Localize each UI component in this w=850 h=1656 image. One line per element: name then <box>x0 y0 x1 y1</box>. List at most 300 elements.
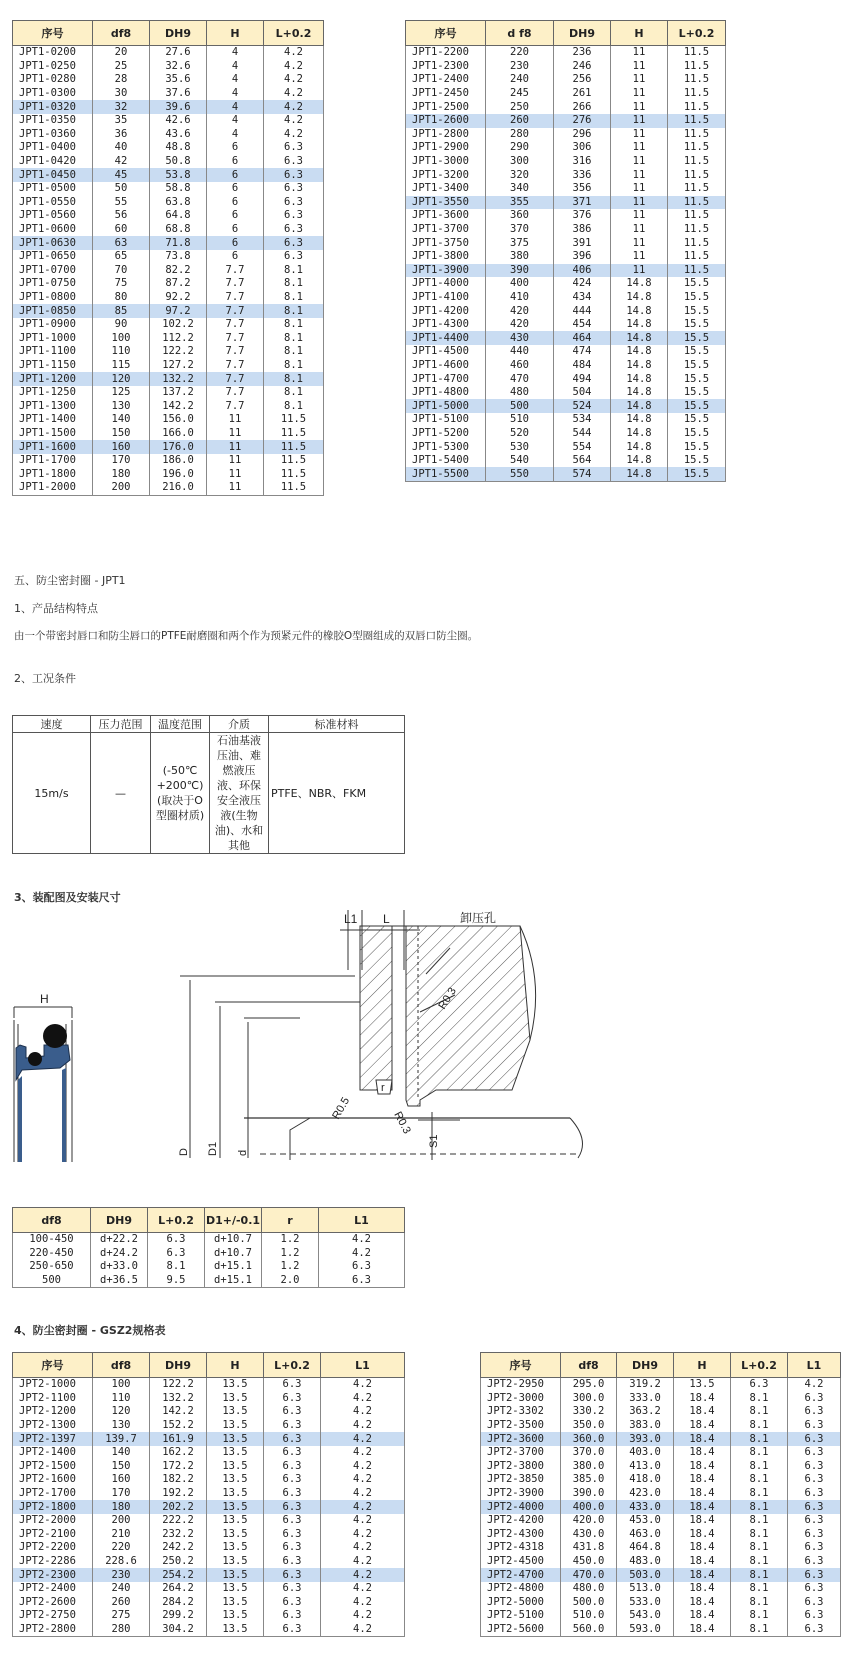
table-cell: JPT1-1200 <box>13 372 93 386</box>
table-cell: JPT1-0360 <box>13 128 93 142</box>
table-cell: 6 <box>207 209 264 223</box>
column-header: d f8 <box>486 21 554 46</box>
table-cell: 386 <box>554 223 611 237</box>
table-cell: 176.0 <box>150 440 207 454</box>
table-cell: 130 <box>93 399 150 413</box>
table-cell: 6.3 <box>319 1274 405 1288</box>
table-cell: 4.2 <box>321 1446 405 1460</box>
table-row <box>13 264 324 278</box>
table-cell: 58.8 <box>150 182 207 196</box>
spec-table-jpt2-small <box>12 1352 405 1637</box>
table-cell: JPT2-4700 <box>481 1568 561 1582</box>
table-cell: 122.2 <box>150 345 207 359</box>
table-cell: JPT2-1800 <box>13 1500 93 1514</box>
table-row <box>406 182 726 196</box>
table-cell: 180 <box>93 1500 150 1514</box>
table-cell: 510.0 <box>561 1609 617 1623</box>
table-row <box>13 236 324 250</box>
table-cell: 430.0 <box>561 1528 617 1542</box>
table-cell: JPT2-1100 <box>13 1392 93 1406</box>
table-cell: 196.0 <box>150 467 207 481</box>
table-cell: 371 <box>554 196 611 210</box>
table-cell: 11.5 <box>264 440 324 454</box>
table-cell: JPT2-1400 <box>13 1446 93 1460</box>
table-cell: 6.3 <box>788 1528 841 1542</box>
table-cell: JPT1-1700 <box>13 454 93 468</box>
table-row <box>13 87 324 101</box>
table-row <box>13 331 324 345</box>
table-cell: 464 <box>554 331 611 345</box>
table-row <box>406 277 726 291</box>
table-cell: 14.8 <box>611 372 668 386</box>
table-cell: 6.3 <box>264 250 324 264</box>
header-temperature: 温度范围 <box>151 716 210 733</box>
table-row <box>13 1596 405 1610</box>
header-pressure: 压力范围 <box>91 716 151 733</box>
table-cell: 7.7 <box>207 291 264 305</box>
table-cell: 2.0 <box>262 1274 319 1288</box>
table-cell: 35 <box>93 114 150 128</box>
label-r: r <box>381 1082 385 1094</box>
table-cell: 355 <box>486 196 554 210</box>
table-cell: 13.5 <box>207 1432 264 1446</box>
table-cell: 430 <box>486 331 554 345</box>
table-row <box>13 386 324 400</box>
table-cell: 6 <box>207 236 264 250</box>
table-cell: 30 <box>93 87 150 101</box>
table-cell: d+36.5 <box>91 1274 148 1288</box>
spec-table-jpt2-large <box>480 1352 841 1637</box>
table-cell: 45 <box>93 168 150 182</box>
table-cell: 11.5 <box>668 128 726 142</box>
table-cell: 4.2 <box>264 87 324 101</box>
table-row <box>13 1555 405 1569</box>
table-cell: 14.8 <box>611 345 668 359</box>
table-cell: 13.5 <box>207 1473 264 1487</box>
table-cell: 250 <box>486 100 554 114</box>
table-cell: 460 <box>486 359 554 373</box>
table-cell: JPT1-0700 <box>13 264 93 278</box>
table-cell: 403.0 <box>617 1446 674 1460</box>
table-cell: JPT1-0300 <box>13 87 93 101</box>
table-cell: 222.2 <box>150 1514 207 1528</box>
table-cell: JPT2-3500 <box>481 1419 561 1433</box>
table-cell: 28 <box>93 73 150 87</box>
table-cell: 6 <box>207 223 264 237</box>
table-row <box>481 1392 841 1406</box>
table-cell: 6.3 <box>788 1609 841 1623</box>
table-cell: 13.5 <box>207 1596 264 1610</box>
table-row <box>13 1528 405 1542</box>
table-cell: 112.2 <box>150 331 207 345</box>
table-row <box>13 223 324 237</box>
table-cell: 250-650 <box>13 1260 91 1274</box>
table-row <box>13 1260 405 1274</box>
table-cell: 260 <box>93 1596 150 1610</box>
table-cell: 48.8 <box>150 141 207 155</box>
table-cell: JPT1-4000 <box>406 277 486 291</box>
table-cell: JPT2-1397 <box>13 1432 93 1446</box>
table-cell: 8.1 <box>264 359 324 373</box>
table-cell: 4.2 <box>264 128 324 142</box>
table-cell: 6 <box>207 250 264 264</box>
table-cell: 13.5 <box>207 1460 264 1474</box>
table-cell: d+24.2 <box>91 1247 148 1261</box>
table-cell: JPT2-2100 <box>13 1528 93 1542</box>
table-cell: 290 <box>486 141 554 155</box>
table-cell: 18.4 <box>674 1555 731 1569</box>
table-row <box>406 467 726 481</box>
table-cell: 232.2 <box>150 1528 207 1542</box>
table-row <box>406 454 726 468</box>
column-header: DH9 <box>150 21 207 46</box>
table-cell: 75 <box>93 277 150 291</box>
table-cell: 4.2 <box>321 1392 405 1406</box>
table-cell: 63.8 <box>150 196 207 210</box>
table-cell: 18.4 <box>674 1419 731 1433</box>
table-cell: 162.2 <box>150 1446 207 1460</box>
column-header: DH9 <box>617 1353 674 1378</box>
table-cell: JPT1-0320 <box>13 100 93 114</box>
table-cell: JPT2-5600 <box>481 1623 561 1637</box>
table-cell: 470.0 <box>561 1568 617 1582</box>
table-cell: 97.2 <box>150 304 207 318</box>
table-cell: 484 <box>554 359 611 373</box>
table-cell: JPT1-5400 <box>406 454 486 468</box>
table-cell: 8.1 <box>264 277 324 291</box>
table-cell: 380 <box>486 250 554 264</box>
table-cell: 504 <box>554 386 611 400</box>
table-cell: 295.0 <box>561 1378 617 1392</box>
table-cell: 4.2 <box>321 1555 405 1569</box>
table-cell: 180 <box>93 467 150 481</box>
table-cell: 524 <box>554 399 611 413</box>
table-cell: 122.2 <box>150 1378 207 1392</box>
table-cell: 18.4 <box>674 1460 731 1474</box>
table-cell: 6.3 <box>264 209 324 223</box>
table-cell: 7.7 <box>207 277 264 291</box>
table-cell: 18.4 <box>674 1446 731 1460</box>
table-cell: 15.5 <box>668 454 726 468</box>
table-cell: 336 <box>554 168 611 182</box>
table-cell: 11.5 <box>668 73 726 87</box>
table-cell: 55 <box>93 196 150 210</box>
table-cell: JPT1-3000 <box>406 155 486 169</box>
table-cell: 420 <box>486 318 554 332</box>
column-header: 序号 <box>13 1353 93 1378</box>
table-cell: 65 <box>93 250 150 264</box>
table-header-row <box>13 1353 405 1378</box>
table-cell: 6.3 <box>264 196 324 210</box>
table-row <box>406 87 726 101</box>
table-row <box>13 1514 405 1528</box>
table-row <box>481 1446 841 1460</box>
seal-section-icon <box>14 992 72 1162</box>
table-cell: 8.1 <box>731 1500 788 1514</box>
table-cell: 11.5 <box>668 155 726 169</box>
table-cell: JPT2-2000 <box>13 1514 93 1528</box>
table-row <box>13 467 324 481</box>
table-cell: 15.5 <box>668 345 726 359</box>
table-cell: JPT1-4700 <box>406 372 486 386</box>
table-cell: JPT2-2800 <box>13 1623 93 1637</box>
table-row <box>406 331 726 345</box>
table-cell: 4.2 <box>321 1568 405 1582</box>
table-cell: 11.5 <box>668 114 726 128</box>
table-cell: 8.1 <box>264 331 324 345</box>
table-cell: JPT1-3750 <box>406 236 486 250</box>
column-header: L1 <box>788 1353 841 1378</box>
table-cell: 18.4 <box>674 1500 731 1514</box>
table-cell: 132.2 <box>150 1392 207 1406</box>
table-row <box>481 1568 841 1582</box>
table-cell: 413.0 <box>617 1460 674 1474</box>
table-row <box>13 399 324 413</box>
table-row <box>13 1541 405 1555</box>
table-cell: 250.2 <box>150 1555 207 1569</box>
table-cell: 420 <box>486 304 554 318</box>
table-row <box>481 1419 841 1433</box>
table-cell: 8.1 <box>731 1514 788 1528</box>
table-cell: JPT1-1300 <box>13 399 93 413</box>
table-cell: 71.8 <box>150 236 207 250</box>
table-row <box>13 291 324 305</box>
table-cell: 8.1 <box>731 1460 788 1474</box>
table-cell: 560.0 <box>561 1623 617 1637</box>
table-row <box>406 46 726 60</box>
table-cell: 4 <box>207 73 264 87</box>
table-cell: 8.1 <box>731 1555 788 1569</box>
table-cell: 254.2 <box>150 1568 207 1582</box>
table-cell: 13.5 <box>207 1392 264 1406</box>
table-cell: 20 <box>93 46 150 60</box>
table-cell: 14.8 <box>611 454 668 468</box>
table-cell: 406 <box>554 264 611 278</box>
assembly-drawing <box>0 900 600 1180</box>
table-cell: 15.5 <box>668 331 726 345</box>
table-cell: 11.5 <box>668 209 726 223</box>
table-cell: 6.3 <box>788 1596 841 1610</box>
table-cell: 4.2 <box>321 1582 405 1596</box>
table-cell: 13.5 <box>207 1568 264 1582</box>
table-cell: 170 <box>93 1487 150 1501</box>
table-cell: 6.3 <box>264 1623 321 1637</box>
table-cell: 18.4 <box>674 1432 731 1446</box>
table-cell: 18.4 <box>674 1568 731 1582</box>
table-cell: 14.8 <box>611 399 668 413</box>
table-cell: 6.3 <box>788 1432 841 1446</box>
table-cell: 220-450 <box>13 1247 91 1261</box>
table-cell: 8.1 <box>731 1419 788 1433</box>
table-cell: 390 <box>486 264 554 278</box>
table-cell: 115 <box>93 359 150 373</box>
table-cell: 530 <box>486 440 554 454</box>
table-header-row <box>406 21 726 46</box>
table-row <box>13 1432 405 1446</box>
table-cell: 8.1 <box>264 345 324 359</box>
table-row <box>13 413 324 427</box>
table-cell: 228.6 <box>93 1555 150 1569</box>
table-cell: 6.3 <box>264 1514 321 1528</box>
table-cell: 520 <box>486 427 554 441</box>
table-cell: 139.7 <box>93 1432 150 1446</box>
label-R0.3-lower: R0.3 <box>391 1109 413 1136</box>
table-cell: 142.2 <box>150 1405 207 1419</box>
table-cell: 11.5 <box>668 264 726 278</box>
table-cell: 110 <box>93 1392 150 1406</box>
table-cell: 6.3 <box>264 1419 321 1433</box>
column-header: 序号 <box>406 21 486 46</box>
column-header: H <box>207 1353 264 1378</box>
table-cell: 6.3 <box>264 1446 321 1460</box>
table-row <box>13 1460 405 1474</box>
table-cell: 433.0 <box>617 1500 674 1514</box>
table-header-row <box>13 21 324 46</box>
table-cell: 4.2 <box>321 1460 405 1474</box>
column-header: L+0.2 <box>264 21 324 46</box>
table-row <box>13 155 324 169</box>
table-cell: 11 <box>207 427 264 441</box>
table-cell: JPT1-2200 <box>406 46 486 60</box>
table-cell: 6.3 <box>264 155 324 169</box>
column-header: df8 <box>93 21 150 46</box>
table-row <box>406 318 726 332</box>
table-cell: 8.1 <box>731 1568 788 1582</box>
table-cell: JPT2-3700 <box>481 1446 561 1460</box>
table-cell: JPT1-5300 <box>406 440 486 454</box>
table-cell: 6.3 <box>264 223 324 237</box>
table-row <box>406 427 726 441</box>
column-header: H <box>207 21 264 46</box>
label-H: H <box>40 992 49 1006</box>
table-cell: JPT1-0850 <box>13 304 93 318</box>
table-cell: 210 <box>93 1528 150 1542</box>
table-row <box>406 100 726 114</box>
table-cell: 11 <box>611 223 668 237</box>
subsection-gsz2: 4、防尘密封圈 - GSZ2规格表 <box>14 1324 166 1337</box>
table-cell: 156.0 <box>150 413 207 427</box>
table-row <box>13 73 324 87</box>
table-cell: 160 <box>93 1473 150 1487</box>
table-cell: 410 <box>486 291 554 305</box>
table-cell: 6 <box>207 168 264 182</box>
table-cell: 534 <box>554 413 611 427</box>
table-cell: 363.2 <box>617 1405 674 1419</box>
header-material: 标准材料 <box>269 716 405 733</box>
table-cell: 137.2 <box>150 386 207 400</box>
table-row <box>13 454 324 468</box>
table-cell: 276 <box>554 114 611 128</box>
table-cell: 11 <box>611 46 668 60</box>
table-cell: 6.3 <box>788 1460 841 1474</box>
table-cell: 574 <box>554 467 611 481</box>
table-cell: 6.3 <box>264 1460 321 1474</box>
table-cell: 320 <box>486 168 554 182</box>
table-cell: 50 <box>93 182 150 196</box>
table-header-row <box>13 1208 405 1233</box>
table-cell: JPT1-0600 <box>13 223 93 237</box>
table-cell: 18.4 <box>674 1582 731 1596</box>
table-cell: 14.8 <box>611 427 668 441</box>
table-cell: 11 <box>207 481 264 495</box>
table-row <box>406 196 726 210</box>
table-cell: 11.5 <box>668 60 726 74</box>
table-cell: 245 <box>486 87 554 101</box>
table-cell: 11.5 <box>264 454 324 468</box>
table-cell: 4.2 <box>321 1473 405 1487</box>
table-cell: 18.4 <box>674 1528 731 1542</box>
table-cell: 8.1 <box>148 1260 205 1274</box>
table-cell: 11 <box>611 100 668 114</box>
table-cell: 6.3 <box>264 1392 321 1406</box>
label-D1: D1 <box>207 1141 219 1156</box>
table-cell: 15.5 <box>668 372 726 386</box>
table-row <box>406 372 726 386</box>
table-cell: 370 <box>486 223 554 237</box>
column-header: L+0.2 <box>731 1353 788 1378</box>
table-cell: 14.8 <box>611 467 668 481</box>
table-cell: 13.5 <box>207 1378 264 1392</box>
table-cell: 9.5 <box>148 1274 205 1288</box>
table-cell: 85 <box>93 304 150 318</box>
table-row <box>481 1609 841 1623</box>
table-cell: 4.2 <box>321 1378 405 1392</box>
table-cell: 150 <box>93 427 150 441</box>
table-cell: 544 <box>554 427 611 441</box>
table-cell: 8.1 <box>731 1392 788 1406</box>
table-cell: JPT1-4400 <box>406 331 486 345</box>
table-row <box>406 386 726 400</box>
table-cell: 6.3 <box>264 1500 321 1514</box>
table-cell: 242.2 <box>150 1541 207 1555</box>
table-cell: JPT1-0750 <box>13 277 93 291</box>
table-cell: 15.5 <box>668 399 726 413</box>
table-cell: 4.2 <box>319 1247 405 1261</box>
table-cell: 15.5 <box>668 440 726 454</box>
table-cell: 11.5 <box>668 182 726 196</box>
table-cell: 14.8 <box>611 277 668 291</box>
table-cell: 192.2 <box>150 1487 207 1501</box>
column-header: L1 <box>321 1353 405 1378</box>
table-cell: 494 <box>554 372 611 386</box>
table-cell: 18.4 <box>674 1514 731 1528</box>
table-row <box>406 304 726 318</box>
table-cell: 1.2 <box>262 1260 319 1274</box>
table-row <box>13 427 324 441</box>
table-cell: 593.0 <box>617 1623 674 1637</box>
table-cell: JPT2-2600 <box>13 1596 93 1610</box>
table-row <box>406 114 726 128</box>
table-row <box>13 304 324 318</box>
table-cell: JPT2-1600 <box>13 1473 93 1487</box>
table-row <box>406 291 726 305</box>
table-cell: 6.3 <box>788 1446 841 1460</box>
speed-value: 15m/s <box>13 733 91 854</box>
table-cell: 125 <box>93 386 150 400</box>
table-cell: 4 <box>207 60 264 74</box>
table-row <box>13 1487 405 1501</box>
table-cell: 100-450 <box>13 1233 91 1247</box>
table-cell: 11.5 <box>264 467 324 481</box>
table-cell: JPT1-0250 <box>13 60 93 74</box>
table-cell: 304.2 <box>150 1623 207 1637</box>
table-cell: 18.4 <box>674 1392 731 1406</box>
table-cell: 14.8 <box>611 331 668 345</box>
subsection-structure: 1、产品结构特点 <box>14 602 98 615</box>
table-cell: JPT2-3000 <box>481 1392 561 1406</box>
table-cell: 14.8 <box>611 413 668 427</box>
table-cell: 6.3 <box>148 1233 205 1247</box>
